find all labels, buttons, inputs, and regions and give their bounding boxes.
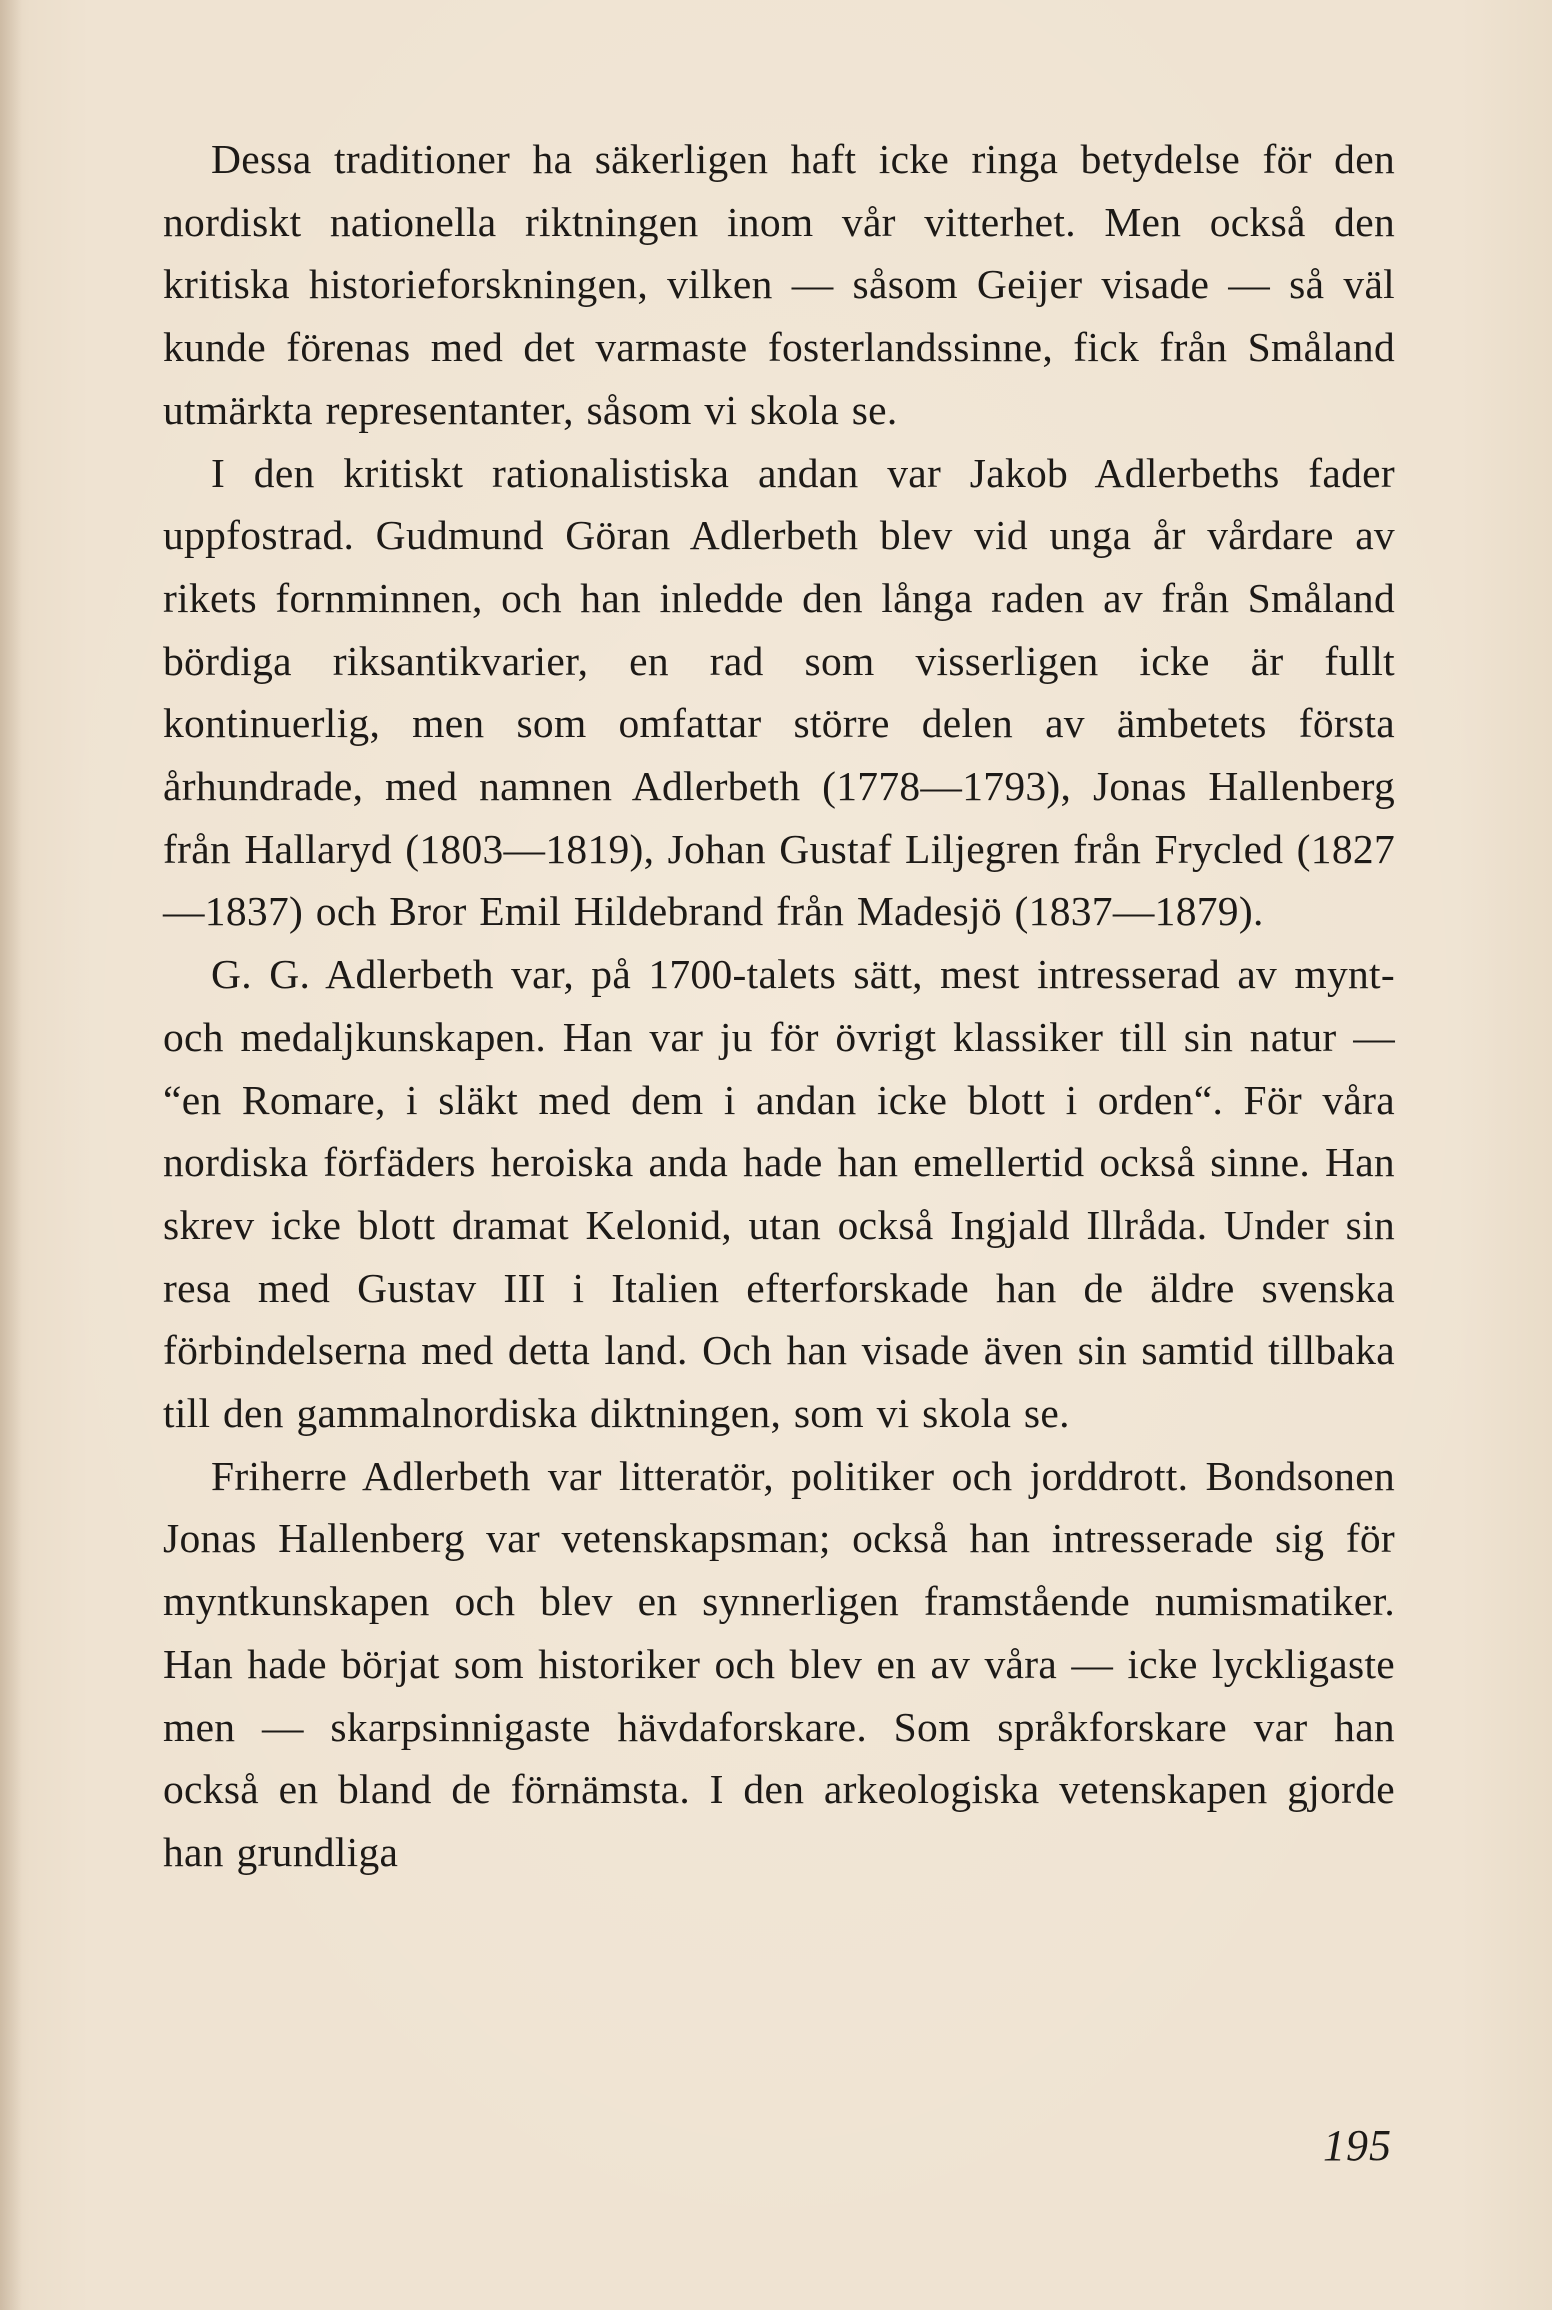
paragraph-3: G. G. Adlerbeth var, på 1700-talets sätt, mest intresserad av mynt- och medaljkunskapen. Han var ju för övrigt klassiker till sin natur — “en Romare, i släkt med dem i andan icke blott i orden“. För våra nordiska förfäders heroiska anda hade han emellertid också sinne. Han skrev icke blott dramat Kelonid, utan också Ingjald Illråda. Under sin resa med Gustav III i Italien efterforskade han de äldre svenska förbindelserna med detta land. Och han visade även sin samtid tillbaka till den gammalnordiska diktningen, som vi skola se. [163, 951, 1395, 1437]
page-number: 195 [1323, 2121, 1392, 2170]
body-text [163, 128, 1395, 1884]
gutter-shadow [0, 0, 22, 2310]
paragraph-1: Dessa traditioner ha säkerligen haft icke ringa betydelse för den nordiskt nationella riktningen inom vår vitterhet. Men också den kritiska historieforskningen, vilken — såsom Geijer visade — så väl kunde förenas med det varmaste fosterlandssinne, fick från Småland utmärkta representanter, såsom vi skola se. [163, 136, 1395, 433]
paragraph-4: Friherre Adlerbeth var litteratör, politiker och jorddrott. Bondsonen Jonas Hallenberg var vetenskapsman; också han intresserade sig för myntkunskapen och blev en synnerligen framstående numismatiker. Han hade börjat som historiker och blev en av våra — icke lyckligaste men — skarpsinnigaste hävdaforskare. Som språkforskare var han också en bland de förnämsta. I den arkeologiska vetenskapen gjorde han grundliga [163, 1452, 1395, 1875]
paragraph-2: I den kritiskt rationalistiska andan var Jakob Adlerbeths fader uppfostrad. Gudmund Göran Adlerbeth blev vid unga år vårdare av rikets fornminnen, och han inledde den långa raden av från Småland bördiga riksantikvarier, en rad som visserligen icke är fullt kontinuerlig, men som omfattar större delen av ämbetets första århundrade, med namnen Adlerbeth (1778—1793), Jonas Hallenberg från Hallaryd (1803—1819), Johan Gustaf Liljegren från Frycled (1827—1837) och Bror Emil Hildebrand från Madesjö (1837—1879). [163, 449, 1395, 935]
